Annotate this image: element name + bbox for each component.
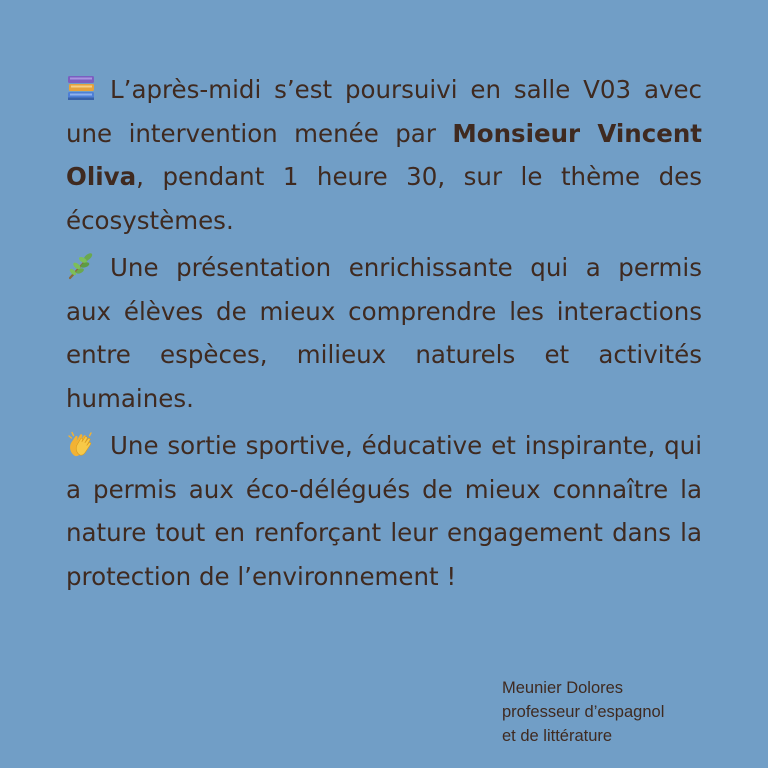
signature-name: Meunier Dolores <box>502 679 624 697</box>
paragraph-talk: L’après-midi s’est poursuivi en salle V03 avec une intervention menée par Monsieur Vincent Oliva, pendant 1 heure 30, sur le thème des écosystèmes. <box>66 75 703 235</box>
speaker-name: Monsieur Vincent Oliva <box>66 118 703 191</box>
signature-subject: et de littérature <box>502 727 613 745</box>
signature <box>502 676 664 748</box>
clapping-hands-icon <box>66 429 96 459</box>
signature-role: professeur d’espagnol <box>502 703 665 721</box>
paragraph-presentation: Une présentation enrichissante qui a permis aux élèves de mieux comprendre les interactions entre espèces, milieux naturels et activités humaines. <box>66 253 702 413</box>
herb-icon <box>66 251 96 281</box>
post-text <box>66 68 702 602</box>
paragraph-outing: Une sortie sportive, éducative et inspirante, qui a permis aux éco-délégués de mieux connaître la nature tout en renforçant leur engagement dans la protection de l’environnement ! <box>66 431 702 591</box>
books-icon <box>66 73 96 103</box>
